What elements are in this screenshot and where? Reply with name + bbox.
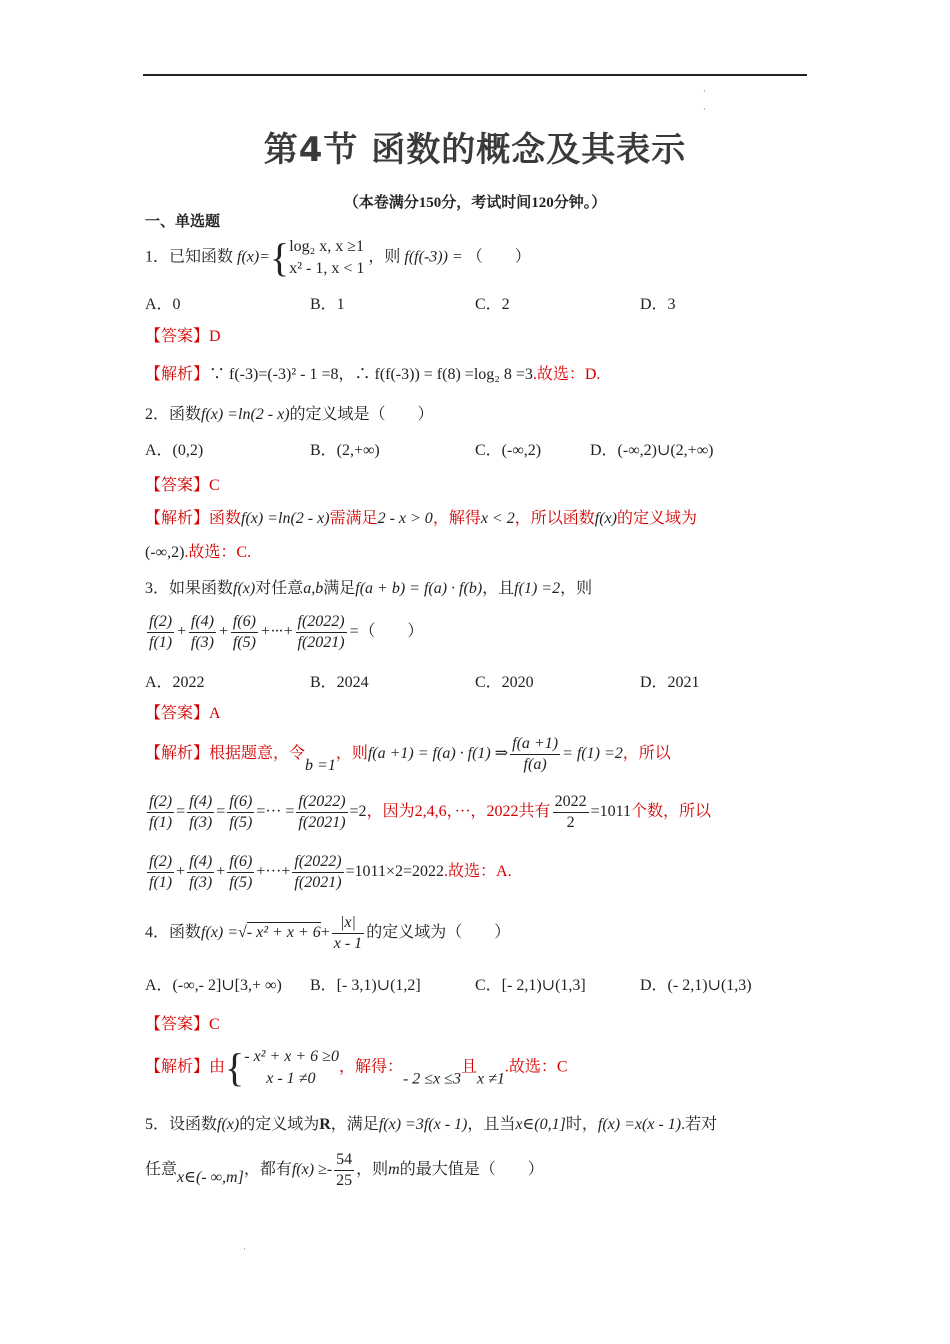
numerator: f(2022) [296, 612, 347, 633]
denominator: f(1) [149, 814, 173, 831]
analysis-text: 个数，所以 [631, 803, 712, 821]
denominator: f(1) [149, 874, 173, 891]
option-c: C．[- 2,1)∪(1,3] [475, 977, 586, 994]
function-expr: f(x)= [237, 248, 271, 266]
answer-1 [145, 326, 221, 348]
analysis-2 [145, 508, 697, 530]
radicand: - x² + x + 6 [246, 924, 321, 942]
analysis-text: ，所以 [622, 745, 671, 763]
analysis-tag: 【解析】 [145, 745, 210, 763]
answer-tag: 【答案】 [145, 328, 210, 345]
analysis-3-line3 [145, 852, 512, 893]
question-text: 时， [565, 1116, 598, 1133]
variable-expr: m [388, 1161, 400, 1179]
analysis-3 [145, 734, 671, 777]
answer-blank: （ ） [359, 623, 424, 641]
question-text: ，满足 [330, 1116, 379, 1133]
answer-tag: 【答案】 [145, 477, 210, 494]
exam-info: （本卷满分150分，考试时间120分钟。） [343, 195, 607, 211]
analysis-expr: 2 - x > 0 [377, 510, 433, 527]
inequality-expr: f(x) ≥- [291, 1161, 333, 1179]
denominator: f(3) [189, 874, 213, 891]
fraction [187, 852, 214, 893]
section-heading: 一、单选题 [145, 212, 221, 230]
analysis-expr: x ≠1 [476, 1070, 505, 1088]
option-b: B．[- 3,1)∪(1,2] [310, 977, 421, 994]
numerator: f(2) [147, 852, 174, 873]
analysis-conclusion: .故选：C. [184, 544, 252, 561]
condition-expr: f(1) =2 [514, 580, 561, 597]
denominator: f(5) [229, 814, 253, 831]
fraction [296, 792, 347, 833]
denominator: f(2021) [294, 874, 342, 891]
fraction [510, 734, 560, 775]
numerator: 2022 [553, 792, 589, 813]
analysis-conclusion: .故选：C [504, 1058, 568, 1076]
analysis-3-line2 [145, 792, 711, 833]
numerator: f(2022) [292, 852, 343, 873]
analysis-conclusion: .故选：A. [444, 863, 512, 881]
question-text: ，且 [482, 580, 515, 597]
analysis-text: 且 [460, 1058, 477, 1076]
plus-sign: + [218, 623, 229, 641]
option-c: C．2020 [475, 674, 534, 691]
denominator: f(2021) [298, 814, 346, 831]
answer-value: C [209, 477, 220, 494]
fraction [147, 792, 174, 833]
analysis-expr: f(x) [594, 510, 617, 527]
analysis-expr: = f(1) =2 [562, 745, 623, 763]
plus-sign: + [176, 863, 186, 881]
numerator: f(a +1) [510, 734, 560, 755]
fraction [334, 1150, 354, 1191]
numerator: f(2) [147, 612, 174, 633]
option-d: D．(-∞,2)∪(2,+∞) [590, 442, 714, 459]
denominator: f(1) [149, 634, 173, 651]
interval-expr: x∈(0,1] [515, 1116, 566, 1133]
analysis-expr: x < 2 [480, 510, 515, 527]
function-expr: f(x) =ln(2 - x) [201, 406, 290, 423]
analysis-expr: - 2 ≤x ≤3 [402, 1070, 461, 1088]
numerator: f(2) [147, 792, 174, 813]
answer-2 [145, 475, 220, 497]
answer-value: A [209, 705, 221, 722]
equals-sign: = [216, 803, 226, 821]
analysis-text: 需满足 [329, 510, 378, 527]
question-text: ，则 [356, 1161, 389, 1179]
equals-sign: = [348, 623, 360, 641]
fraction [231, 612, 258, 653]
analysis-expr: =··· = [256, 803, 295, 821]
page-title: 第4节 函数的概念及其表示 [263, 130, 687, 170]
plus-sign: + [320, 924, 330, 942]
option-d: D．2021 [640, 674, 700, 691]
answer-value: D [209, 328, 221, 345]
inequality-system [244, 1046, 339, 1090]
numerator: f(4) [187, 852, 214, 873]
option-b: B．(2,+∞) [310, 442, 380, 459]
fraction [296, 612, 347, 653]
question-text: 对任意 [255, 580, 304, 597]
equals-sign: = [176, 803, 186, 821]
answer-value: C [209, 1016, 220, 1033]
option-a: A．0 [145, 296, 181, 313]
analysis-expr: =2 [349, 803, 367, 821]
answer-blank: （ ） [466, 248, 531, 266]
brace-symbol: { [270, 235, 290, 280]
variable-expr: a,b [303, 580, 324, 597]
numerator: f(6) [231, 612, 258, 633]
question-text: 的定义域是（ ） [289, 406, 434, 423]
analysis-expr: f(a +1) = f(a) · f(1) ⇒ [367, 745, 509, 763]
question-text: 满足 [323, 580, 356, 597]
question-1-stem [145, 236, 531, 280]
denominator: f(5) [229, 874, 253, 891]
option-a: A．(-∞,- 2]∪[3,+ ∞) [145, 977, 282, 994]
question-text: ，且当 [467, 1116, 516, 1133]
question-expr: f(f(-3)) = [404, 248, 463, 266]
interval-expr: x∈(- ∞,m] [177, 1169, 244, 1187]
denominator: 2 [566, 814, 575, 831]
fraction [147, 852, 174, 893]
numerator: f(6) [227, 852, 254, 873]
question-3-stem [145, 578, 592, 600]
analysis-text: 由 [209, 1058, 226, 1076]
header-rule [143, 74, 807, 76]
option-a: A．2022 [145, 674, 205, 691]
analysis-1 [145, 364, 600, 386]
analysis-text: ，因为2,4,6，···，2022共有 [366, 803, 551, 821]
plus-sign: + [216, 863, 226, 881]
analysis-expr: ∵ f(-3)=(-3)² - 1 =8，∴ f(f(-3)) = f(8) =log₂ 8 =3 [209, 366, 533, 383]
option-c: C．2 [475, 296, 510, 313]
ellipsis: +···+ [259, 623, 294, 641]
plus-sign: + [176, 623, 187, 641]
option-d: D．(- 2,1)∪(1,3) [640, 977, 752, 994]
question-3-sum [145, 612, 423, 653]
scan-dot: · [243, 1244, 246, 1254]
question-text: 任意 [145, 1161, 178, 1179]
fraction [189, 612, 216, 653]
analysis-text: 的定义域为 [616, 510, 697, 527]
case-2: x - 1 ≠0 [266, 1070, 316, 1087]
option-a: A．(0,2) [145, 442, 204, 459]
function-expr: f(x) [217, 1116, 240, 1133]
denominator: f(5) [232, 634, 256, 651]
answer-3 [145, 703, 221, 725]
analysis-text: 根据题意，令 [209, 745, 306, 763]
fraction [553, 792, 589, 833]
denominator: f(2021) [297, 634, 345, 651]
numerator: |x| [332, 913, 364, 934]
question-text: ，则 [560, 580, 593, 597]
case-2: x² - 1, x < 1 [289, 260, 365, 277]
case-1: log₂ x, x ≥1 [289, 238, 365, 255]
answer-tag: 【答案】 [145, 1016, 210, 1033]
analysis-text: ，解得 [432, 510, 481, 527]
case-1: - x² + x + 6 ≥0 [244, 1048, 339, 1065]
real-set: R [319, 1116, 331, 1133]
analysis-text: ，则 [335, 745, 368, 763]
numerator: f(6) [227, 792, 254, 813]
numerator: f(2022) [296, 792, 347, 813]
question-5-stem-cont [145, 1150, 544, 1191]
analysis-expr: (-∞,2) [145, 544, 185, 561]
piecewise-cases [289, 236, 364, 280]
analysis-expr: f(x) =ln(2 - x) [241, 510, 330, 527]
denominator: f(3) [190, 634, 215, 651]
analysis-expr: b =1 [305, 757, 336, 775]
ellipsis: +···+ [256, 863, 291, 881]
fraction [292, 852, 343, 893]
analysis-text: ，解得： [338, 1058, 403, 1076]
fraction [227, 852, 254, 893]
functional-equation: f(a + b) = f(a) · f(b) [355, 580, 483, 597]
function-expr: f(x) =x(x - 1) [597, 1116, 682, 1133]
fraction [227, 792, 254, 833]
question-text: ，都有 [243, 1161, 292, 1179]
analysis-tag: 【解析】 [145, 510, 210, 527]
analysis-conclusion: .故选：D. [532, 366, 601, 383]
question-text: .若对 [681, 1116, 718, 1133]
answer-tag: 【答案】 [145, 705, 210, 722]
denominator: f(3) [189, 814, 213, 831]
fraction [332, 913, 364, 954]
denominator: x - 1 [333, 935, 363, 952]
numerator: f(4) [187, 792, 214, 813]
question-4-stem: 4．函数f(x) =√- x² + x + 6+ $\frac{|x|}{x - 1}$ 的定义域为（ ） [145, 914, 511, 952]
denominator: f(a) [523, 756, 547, 773]
numerator: 54 [334, 1150, 354, 1171]
answer-4 [145, 1014, 220, 1036]
question-text: 的最大值是（ ） [399, 1161, 544, 1179]
fraction [147, 612, 174, 653]
analysis-tag: 【解析】 [145, 1058, 210, 1076]
analysis-4 [145, 1046, 568, 1091]
question-text: 的定义域为（ ） [366, 924, 511, 942]
question-text: 5．设函数 [145, 1116, 218, 1133]
analysis-text: ，所以函数 [514, 510, 595, 527]
question-text: 2．函数 [145, 406, 202, 423]
question-5-stem [145, 1114, 717, 1136]
question-2-stem [145, 404, 434, 426]
analysis-expr: =1011×2=2022 [345, 863, 445, 881]
option-b: B．2024 [310, 674, 369, 691]
analysis-text: 函数 [209, 510, 242, 527]
numerator: f(4) [189, 612, 216, 633]
question-text: 3．如果函数 [145, 580, 234, 597]
question-text: 1．已知函数 [145, 248, 234, 266]
analysis-tag: 【解析】 [145, 366, 210, 383]
scan-dot: · [703, 104, 706, 114]
option-b: B．1 [310, 296, 345, 313]
functional-equation: f(x) =3f(x - 1) [378, 1116, 468, 1133]
brace-symbol: { [225, 1045, 245, 1090]
analysis-expr: =1011 [590, 803, 631, 821]
function-expr: f(x) = [201, 924, 239, 942]
option-c: C．(-∞,2) [475, 442, 542, 459]
question-text: 4．函数 [145, 924, 202, 942]
analysis-2-cont [145, 542, 251, 564]
function-expr: f(x) [233, 580, 256, 597]
fraction [187, 792, 214, 833]
option-d: D．3 [640, 296, 676, 313]
question-text: ，则 [368, 248, 401, 266]
scan-dot: · [703, 86, 706, 96]
denominator: 25 [336, 1172, 353, 1189]
question-text: 的定义域为 [239, 1116, 320, 1133]
